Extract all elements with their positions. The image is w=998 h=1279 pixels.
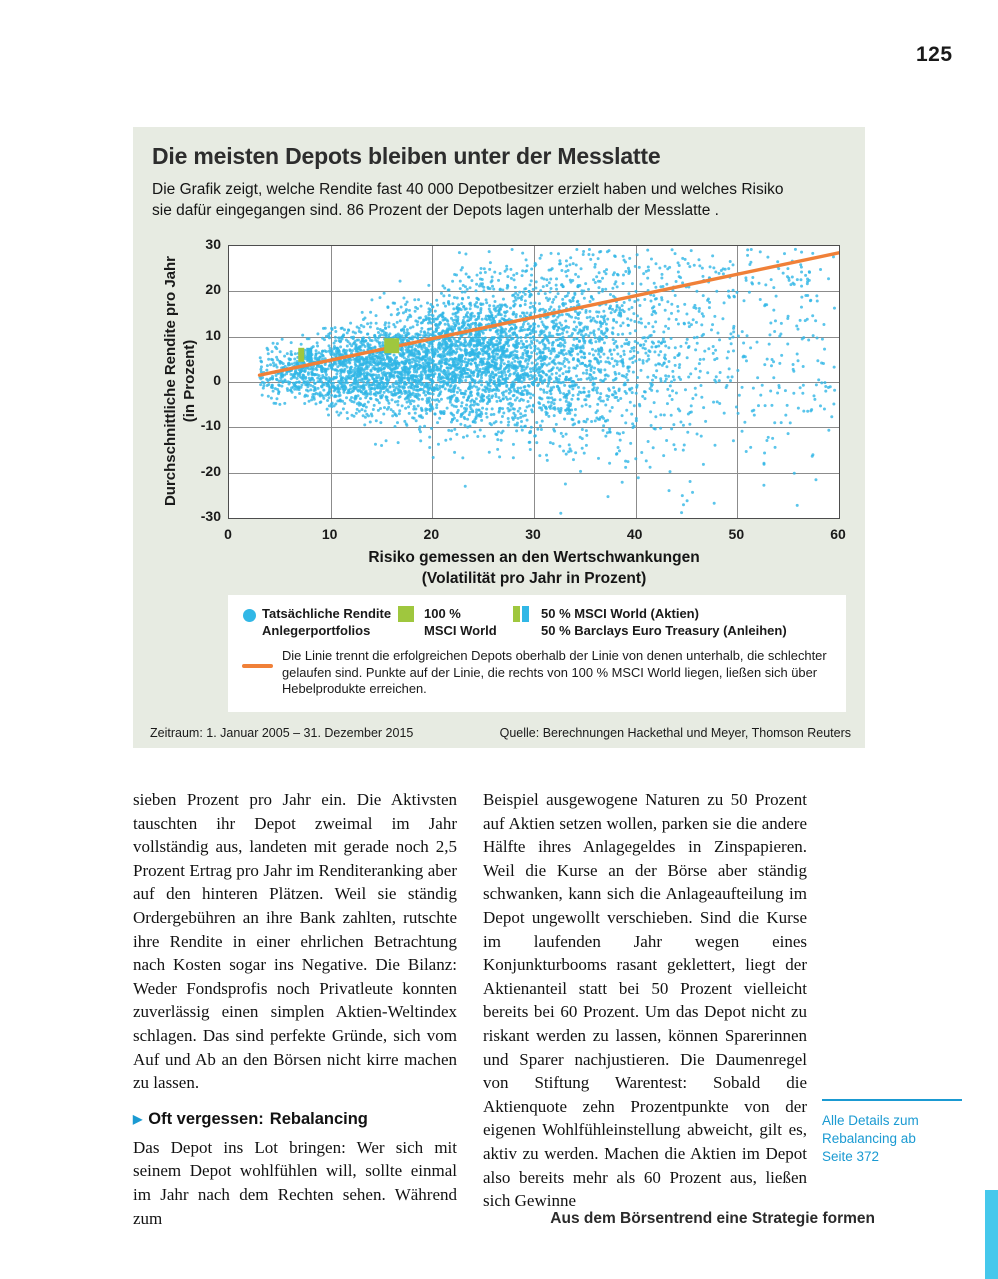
legend-scatter-line1: Tatsächliche Rendite [262,606,392,621]
figure-period: Zeitraum: 1. Januar 2005 – 31. Dezember 2015 [150,726,414,740]
scatter-dot-icon [243,609,256,622]
y-axis-title [161,231,199,531]
figure-subtitle-line1: Die Grafik zeigt, welche Rendite fast 40 000 Depotbesitzer erzielt haben und welches Risiko [152,181,784,198]
legend-line-note: Die Linie trennt die erfolgreichen Depots oberhalb der Linie von denen unterhalb, die schlechter gelaufen sind. Punkte auf der Linie, die rechts von 100 % MSCI World liegen, ließen sich über Hebelprodukte erreichen. [282,648,827,696]
y-tick-label: -20 [200,462,221,479]
y-axis-title-line1: Durchschnittliche Rendite pro Jahr [162,255,179,507]
x-tick-label: 60 [830,526,846,542]
page-number: 125 [916,43,953,66]
y-tick-label: 30 [205,236,221,252]
legend-scatter-line2: Anlegerportfolios [262,623,371,638]
figure-panel [133,127,865,748]
legend-mix-line1: 50 % MSCI World (Aktien) [541,606,699,621]
x-tick-label: 20 [423,526,440,542]
figure-title: Die meisten Depots bleiben unter der Messlatte [152,143,661,169]
legend-scatter-label [262,605,391,639]
figure-subtitle [152,179,784,221]
running-footer: Aus dem Börsentrend eine Strategie formen [550,1210,875,1227]
margin-note-rule [822,1099,962,1101]
x-tick-label: 50 [728,526,745,542]
legend-msci-line1: 100 % [424,606,461,621]
legend-msci-line2: MSCI World [424,623,497,638]
margin-note: Alle Details zum Rebalancing ab Seite 372 [822,1113,919,1164]
paragraph-left-2: Das Depot ins Lot bringen: Wer sich mit seinem Depot wohlfühlen will, sollte einmal im Jahr nach dem Rechten sehen. Während zum [133,1137,457,1228]
body-column-right [483,788,807,1213]
mix-split-square-icon [513,606,529,622]
x-axis-title-line1: Risiko gemessen an den Wertschwankungen [368,549,700,566]
x-tick-label: 30 [525,526,541,542]
section-heading [133,1110,457,1129]
chart-legend [228,595,846,712]
plot-area [228,245,840,519]
figure-source: Quelle: Berechnungen Hackethal und Meyer, Thomson Reuters [499,726,851,740]
msci-square-icon [398,606,414,622]
paragraph-right-1: Beispiel ausgewogene Naturen zu 50 Prozent auf Aktien setzen wollen, parken sie die andere Hälfte ihres Anlagegeldes in Zinspapieren. Weil die Kurse an der Börse aber ständig schwanken, kann sich die Anlageaufteilung im Depot ungewollt verschieben. Sind die Kurse im laufenden Jahr wegen eines Konjunkturbooms rasant geklettert, liegt der Aktienanteil statt bei 50 Prozent vielleicht bereits bei 60 Prozent. Um das Depot nicht zu riskant werden zu lassen, können Sparerinnen und Sparer nachjustieren. Die Daumenregel von Stiftung Warentest: Sobald die Aktienquote zehn Prozentpunkte von der eigenen Wohlfühleinstellung abweicht, gilt es, aktiv zu werden. Machen die Aktien im Depot also bereits mehr als 60 Prozent aus, ließen sich Gewinne [483,790,807,1211]
x-tick-label: 10 [321,526,338,542]
section-heading-title: Rebalancing [269,1109,368,1128]
trend-line-icon [242,664,273,668]
figure-subtitle-line2: sie dafür eingegangen sind. 86 Prozent der Depots lagen unterhalb der Messlatte . [152,202,719,219]
x-axis-title [228,547,840,589]
body-column-left [133,788,457,1230]
page-edge-marker [985,1190,998,1279]
y-tick-label: 20 [205,281,221,298]
legend-msci-label [424,605,497,639]
x-tick-label: 40 [626,526,643,542]
paragraph-left-1: sieben Prozent pro Jahr ein. Die Aktivsten tauschten ihr Depot zweimal im Jahr vollständig aus, landeten mit gerade noch 2,5 Prozent Ertrag pro Jahr im Renditeranking aber auf den hinteren Plätzen. Weil sie ständig Ordergebühren an ihre Bank zahlten, rutschte ihre Rendite in einer ehrlichen Betrachtung nach Kosten sogar ins Negative. Die Bilanz: Weder Fondsprofis noch Privatleute konnten zuverlässig einen simplen Aktien-Weltindex schlagen. Das sind perfekte Gründe, sich vom Auf und Ab an den Börsen nicht kirre machen zu lassen. [133,790,457,1093]
y-tick-label: 0 [213,372,221,388]
y-tick-label: -30 [200,508,221,524]
scatter-canvas [229,246,839,518]
x-axis-title-line2: (Volatilität pro Jahr in Prozent) [421,570,647,587]
legend-mix-line2: 50 % Barclays Euro Treasury (Anleihen) [541,623,787,638]
legend-mix-label [541,605,787,639]
section-heading-lead: Oft vergessen: [148,1109,264,1128]
y-tick-label: -10 [200,417,221,434]
y-tick-label: 10 [205,326,221,343]
arrow-icon: ▶ [133,1111,143,1126]
y-axis-title-line2: (in Prozent) [181,339,198,423]
x-tick-label: 0 [224,526,232,542]
